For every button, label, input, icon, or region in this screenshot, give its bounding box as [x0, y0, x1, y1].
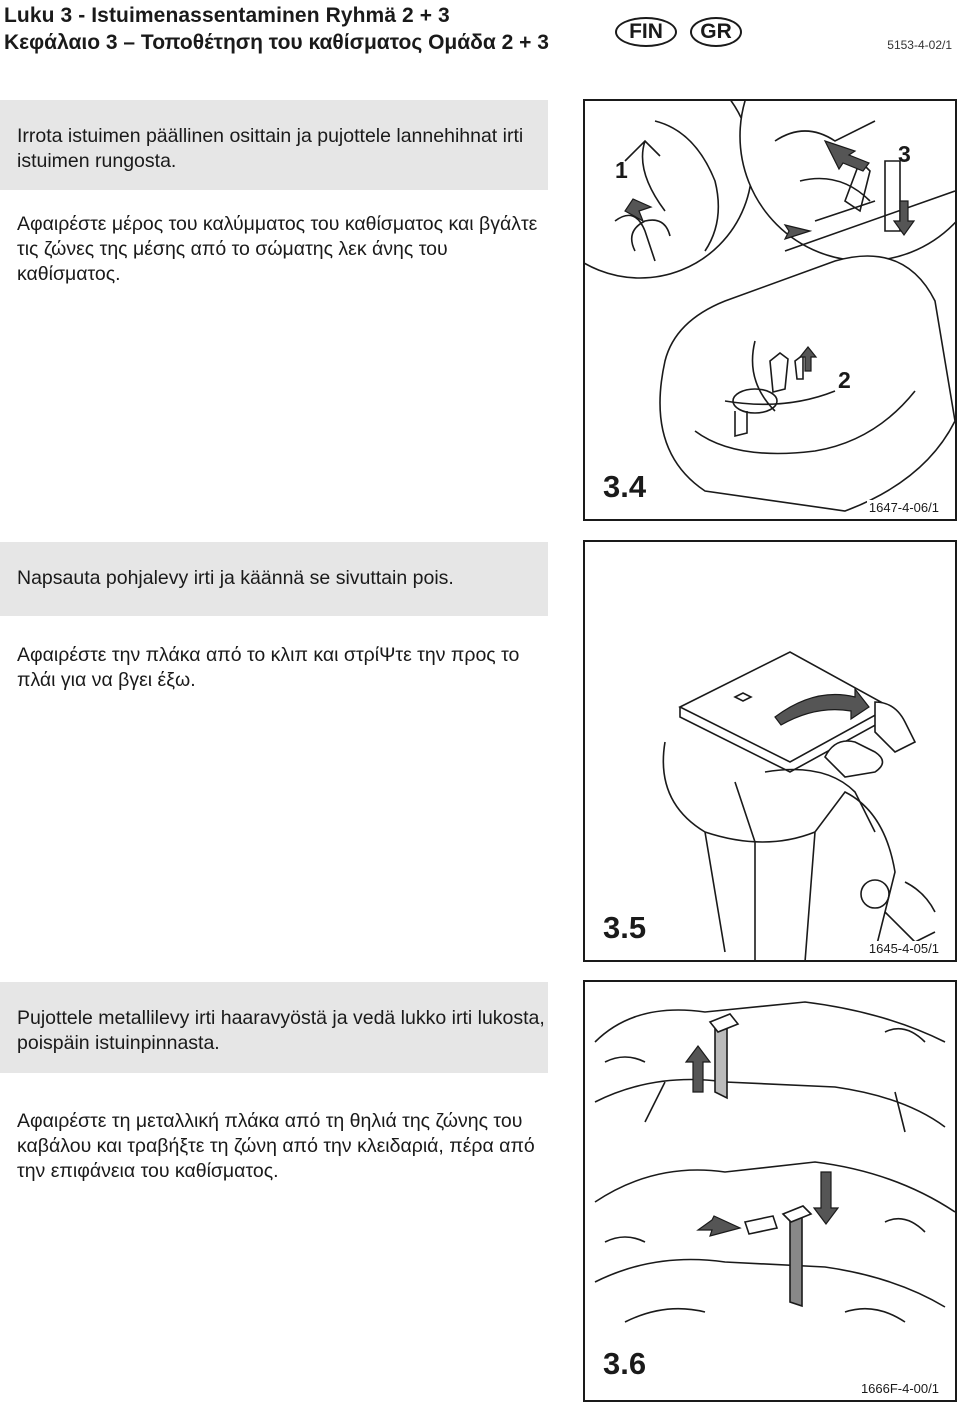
instruction-greek-1: Αφαιρέστε μέρος του καλύμματος του καθίσματος και βγάλτε τις ζώνες της μέσης από το σώματης λεκ άνης του καθίσματος. — [17, 213, 538, 285]
instruction-greek-2: Αφαιρέστε την πλάκα από το κλιπ και στρίΨτε την προς το πλάι για να βγει έξω. — [17, 644, 520, 691]
figure-3-5 — [583, 540, 957, 962]
language-badge-fin: FIN — [615, 17, 677, 47]
instruction-finnish-1: Irrota istuimen päällinen osittain ja pujottele lannehihnat irti istuimen rungosta. — [0, 100, 548, 190]
step-number-3: 3 — [898, 141, 911, 167]
document-code: 5153-4-02/1 — [887, 38, 952, 52]
base-plate-removal-illustration — [585, 542, 957, 962]
figure-code: 1645-4-05/1 — [868, 941, 939, 956]
figure-number: 3.5 — [603, 910, 647, 945]
page-title-finnish: Luku 3 - Istuimenassentaminen Ryhmä 2 + 3 — [4, 4, 450, 27]
instruction-finnish-2: Napsauta pohjalevy irti ja käännä se sivuttain pois. — [0, 542, 548, 616]
figure-number: 3.6 — [603, 1346, 647, 1381]
figure-code: 1647-4-06/1 — [868, 500, 939, 515]
figure-number: 3.4 — [603, 469, 647, 504]
crotch-strap-removal-illustration — [585, 982, 957, 1402]
instruction-finnish-3: Pujottele metallilevy irti haaravyöstä ja vedä lukko irti lukosta, poispäin istuinpinnasta. — [0, 982, 548, 1073]
language-badge-gr: GR — [690, 17, 742, 47]
figure-3-6 — [583, 980, 957, 1402]
figure-3-4 — [583, 99, 957, 521]
step-number-2: 2 — [838, 367, 851, 393]
instruction-greek-3: Αφαιρέστε τη μεταλλική πλάκα από τη θηλιά της ζώνης του καβάλου και τραβήξτε τη ζώνη από την κλειδαριά, πέρα από την επιφάνεια του καθίσματος. — [17, 1110, 535, 1182]
figure-code: 1666F-4-00/1 — [860, 1381, 939, 1396]
step-number-1: 1 — [615, 157, 628, 183]
page-title-greek: Κεφάλαιο 3 – Τοποθέτηση του καθίσματος Ομάδα 2 + 3 — [4, 31, 549, 54]
